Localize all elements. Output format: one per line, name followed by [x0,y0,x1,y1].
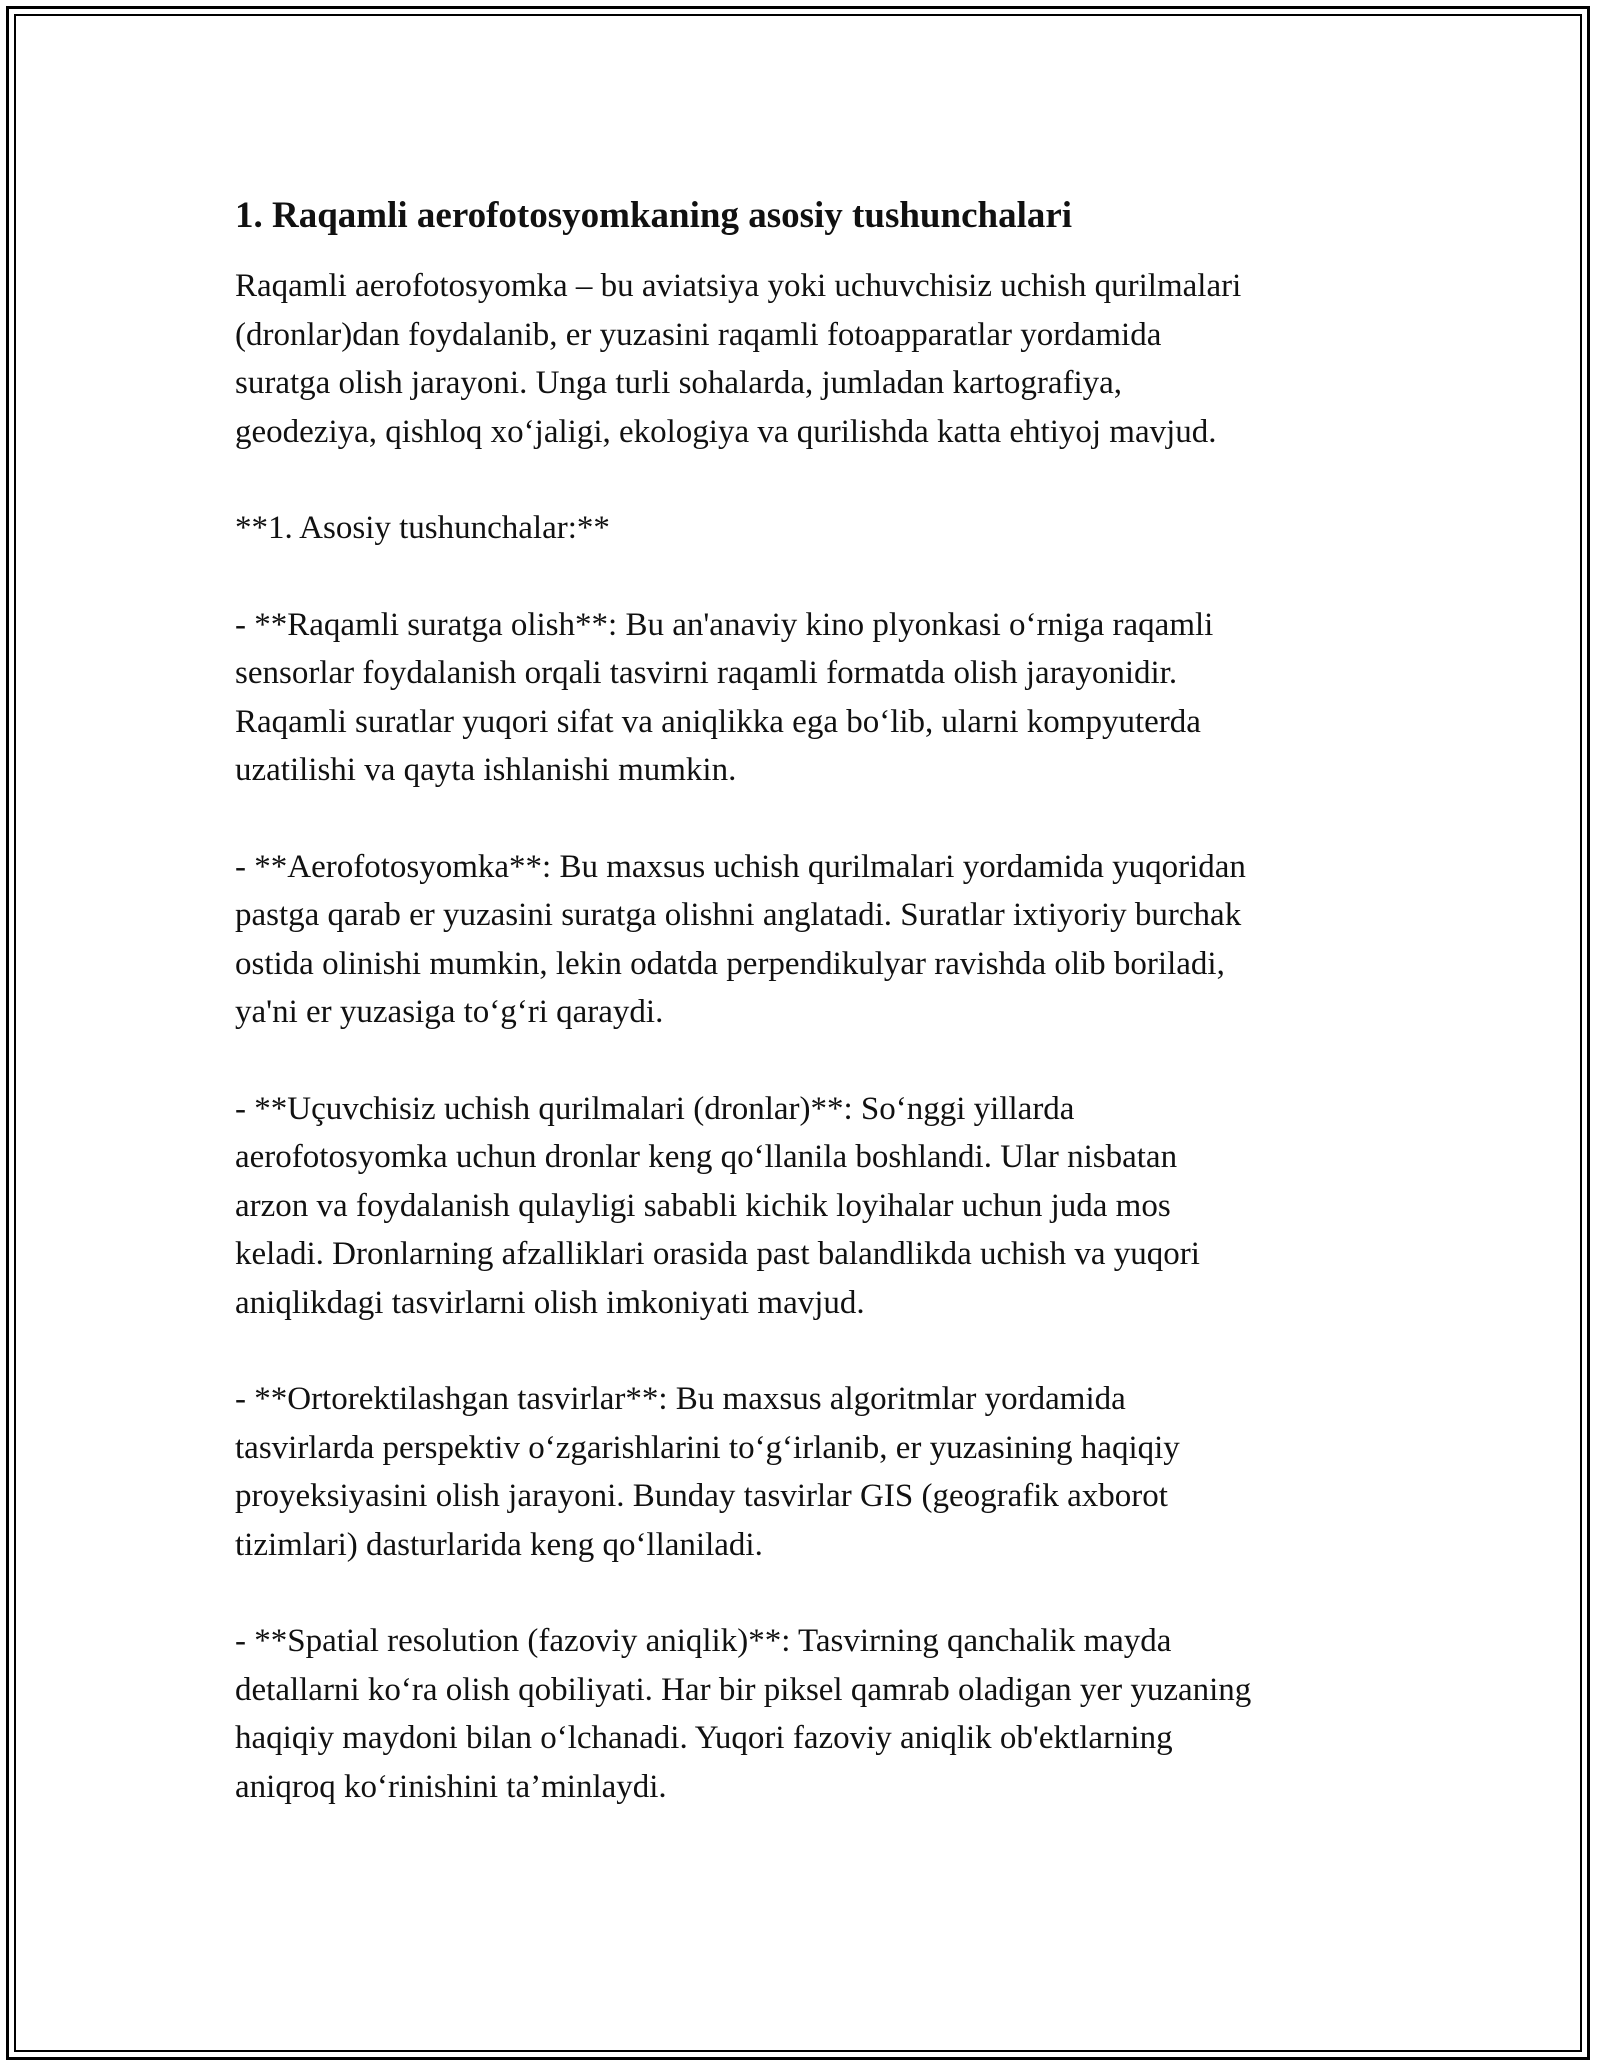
intro-paragraph: Raqamli aerofotosyomka – bu aviatsiya yoki uchuvchisiz uchish qurilmalari (dronlar)dan foydalanib, er yuzasini raqamli fotoapparatlar yordamida suratga olish jarayoni. Unga turli sohalarda, jumladan kartografiya, geodeziya, qishloq xo‘jaligi, ekologiya va qurilishda katta ehtiyoj mavjud. [235,268,1242,450]
concept-aerial-photography: - **Aerofotosyomka**: Bu maxsus uchish qurilmalari yordamida yuqoridan pastga qarab er yuzasini suratga olishni anglatadi. Suratlar ixtiyoriy burchak ostida olinishi mumkin, lekin odatda perpendikulyar ravishda olib boriladi, ya'ni er yuzasiga to‘g‘ri qaraydi. [235,848,1246,1030]
concept-digital-imaging: - **Raqamli suratga olish**: Bu an'anaviy kino plyonkasi o‘rniga raqamli sensorlar foydalanish orqali tasvirni raqamli formatda olish jarayonidir. Raqamli suratlar yuqori sifat va aniqlikka ega bo‘lib, ularni kompyuterda uzatilishi va qayta ishlanishi mumkin. [235,606,1214,788]
subsection-title: **1. Asosiy tushunchalar:** [235,510,610,546]
concept-orthorectified-images: - **Ortorektilashgan tasvirlar**: Bu maxsus algoritmlar yordamida tasvirlarda perspektiv o‘zgarishlarini to‘g‘irlanib, er yuzasining haqiqiy proyeksiyasini olish jarayoni. Bunday tasvirlar GIS (geografik axborot tizimlari) dasturlarida keng qo‘llaniladi. [235,1381,1180,1563]
document-body [235,188,1395,1859]
concept-spatial-resolution: - **Spatial resolution (fazoviy aniqlik)**: Tasvirning qanchalik mayda detallarni ko‘ra olish qobiliyati. Har bir piksel qamrab oladigan yer yuzaning haqiqiy maydoni bilan o‘lchanadi. Yuqori fazoviy aniqlik ob'ektlarning aniqroq ko‘rinishini ta’minlaydi. [235,1623,1252,1805]
concept-drones: - **Uçuvchisiz uchish qurilmalari (dronlar)**: So‘nggi yillarda aerofotosyomka uchun dronlar keng qo‘llanila boshlandi. Ular nisbatan arzon va foydalanish qulayligi sababli kichik loyihalar uchun juda mos keladi. Dronlarning afzalliklari orasida past balandlikda uchish va yuqori aniqlikdagi tasvirlarni olish imkoniyati mavjud. [235,1090,1200,1321]
section-heading: 1. Raqamli aerofotosyomkaning asosiy tushunchalari [235,195,1073,236]
